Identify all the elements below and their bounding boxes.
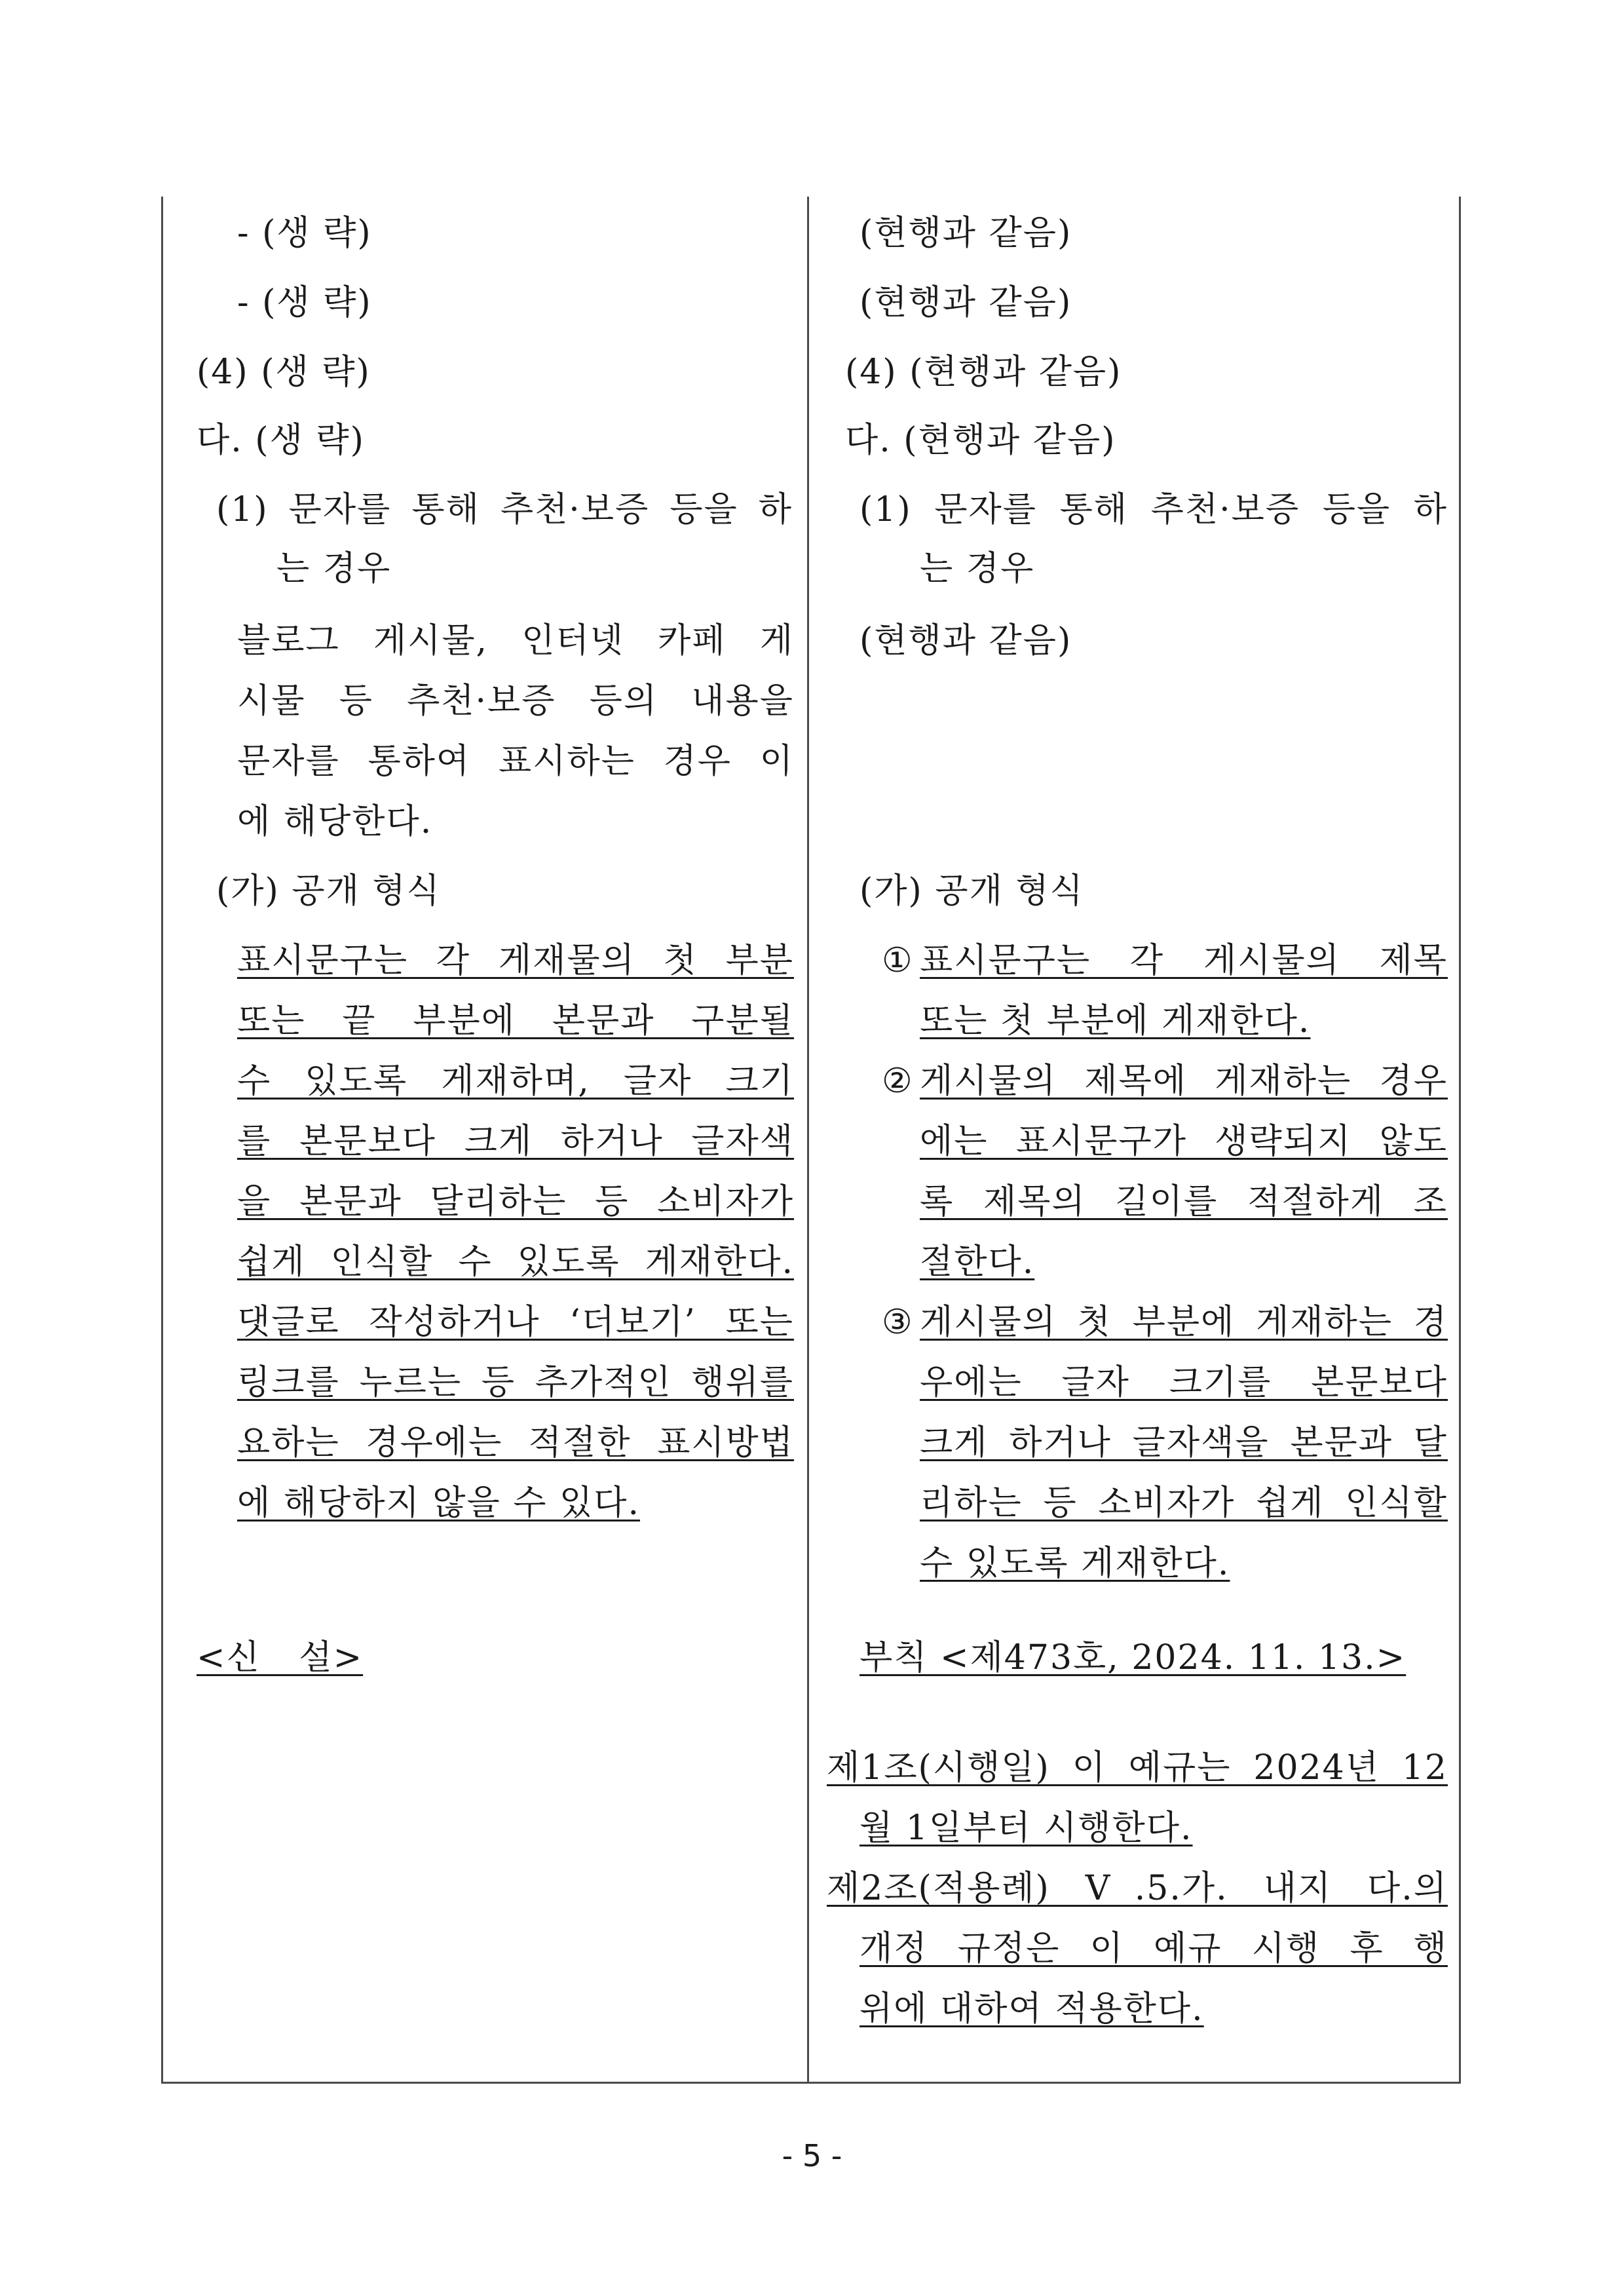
right-article-1-line: 월 1일부터 시행한다.	[859, 1808, 1193, 1848]
left-para-1-line: 문자를 통하여 표시하는 경우 이	[237, 742, 794, 781]
left-para-1-line: 시물 등 추천·보증 등의 내용을	[237, 681, 794, 721]
right-circled-3: ③	[882, 1303, 914, 1342]
right-item-c1-line: 또는 첫 부분에 게재한다.	[920, 1001, 1311, 1041]
right-article-2-line: 개정 규정은 이 예규 시행 후 행	[859, 1929, 1448, 1968]
right-item-c3-line: 리하는 등 소비자가 쉽게 인식할	[920, 1483, 1448, 1523]
right-item-c2-line: 절한다.	[920, 1242, 1035, 1282]
left-para-2-line: 를 본문보다 크게 하거나 글자색	[237, 1122, 794, 1161]
right-item-c3-line: 수 있도록 게재한다.	[920, 1544, 1230, 1583]
right-item-c1-line: 표시문구는 각 게시물의 제목	[920, 941, 1448, 980]
right-item-c3-line: 크게 하거나 글자색을 본문과 달	[920, 1423, 1448, 1463]
right-article-2-line: 제2조(적용례) Ⅴ.5.가. 내지 다.의	[827, 1869, 1448, 1908]
left-para-2-line: 쉽게 인식할 수 있도록 게재한다.	[237, 1242, 794, 1282]
left-new-provision: <신 설>	[197, 1638, 364, 1677]
right-item-c2-line: 록 제목의 길이를 적절하게 조	[920, 1182, 1448, 1221]
left-para-2-line: 댓글로 작성하거나 ‘더보기’ 또는	[237, 1303, 794, 1342]
left-para-2-line: 또는 끝 부분에 본문과 구분될	[237, 1001, 794, 1041]
right-addendum: 부칙 <제473호, 2024. 11. 13.>	[859, 1638, 1407, 1677]
right-item-c2-line: 게시물의 제목에 게재하는 경우	[920, 1062, 1448, 1101]
right-line-4: 다. (현행과 같음)	[845, 421, 1116, 460]
right-circled-1: ①	[882, 941, 914, 980]
left-item-1-line-a: (1) 문자를 통해 추천·보증 등을 하	[216, 490, 793, 529]
right-circled-2: ②	[882, 1062, 914, 1101]
left-para-2-line: 을 본문과 달리하는 등 소비자가	[237, 1182, 794, 1221]
right-item-1-line-a: (1) 문자를 통해 추천·보증 등을 하	[859, 490, 1448, 529]
left-item-1-line-b: 는 경우	[276, 549, 392, 588]
right-item-c3-line: 우에는 글자 크기를 본문보다	[920, 1363, 1448, 1402]
left-line-2: - (생 략)	[237, 283, 372, 322]
left-line-3: (4) (생 략)	[197, 353, 371, 392]
column-divider	[807, 197, 809, 2084]
right-article-2-line: 위에 대하여 적용한다.	[859, 1989, 1204, 2029]
left-para-2-line: 표시문구는 각 게재물의 첫 부분	[237, 941, 794, 980]
left-para-2-line: 요하는 경우에는 적절한 표시방법	[237, 1423, 794, 1463]
left-line-1: - (생 략)	[237, 214, 372, 253]
right-article-1-line: 제1조(시행일) 이 예규는 2024년 12	[827, 1748, 1448, 1788]
page-number: - 5 -	[782, 2138, 842, 2173]
right-line-2: (현행과 같음)	[859, 283, 1072, 322]
left-para-2-line: 수 있도록 게재하며, 글자 크기	[237, 1062, 794, 1101]
right-line-1: (현행과 같음)	[859, 214, 1072, 253]
right-line-3: (4) (현행과 같음)	[845, 353, 1122, 392]
right-heading-ga: (가) 공개 형식	[859, 871, 1084, 911]
left-line-4: 다. (생 략)	[197, 421, 365, 460]
left-para-2-line: 에 해당하지 않을 수 있다.	[237, 1483, 640, 1523]
right-line-same: (현행과 같음)	[859, 621, 1072, 660]
left-para-1-line: 블로그 게시물, 인터넷 카페 게	[237, 621, 794, 660]
left-para-2-line: 링크를 누르는 등 추가적인 행위를	[237, 1363, 794, 1402]
right-item-c2-line: 에는 표시문구가 생략되지 않도	[920, 1122, 1448, 1161]
left-heading-ga: (가) 공개 형식	[216, 871, 441, 911]
right-item-c3-line: 게시물의 첫 부분에 게재하는 경	[920, 1303, 1448, 1342]
right-item-1-line-b: 는 경우	[920, 549, 1035, 588]
left-para-1-line: 에 해당한다.	[237, 802, 433, 841]
